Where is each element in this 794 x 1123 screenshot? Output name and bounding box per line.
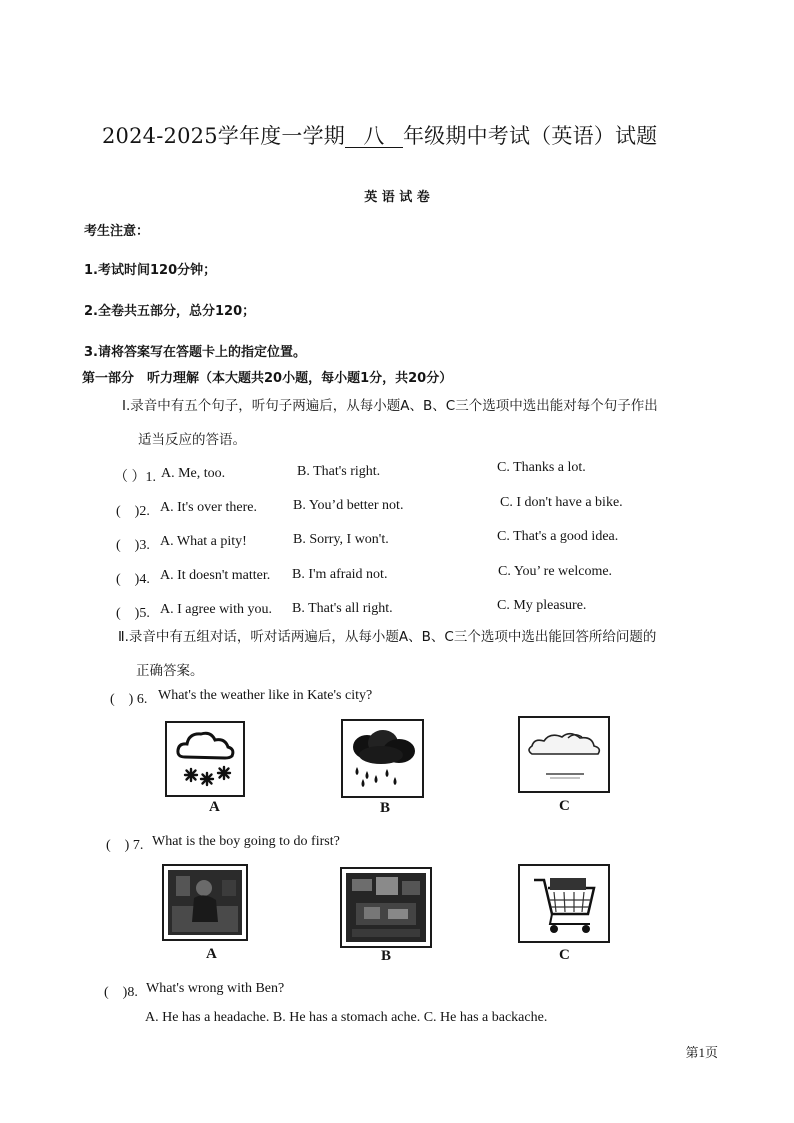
question-4-option-b: B. I'm afraid not. — [292, 567, 388, 582]
activity-photo-a-icon — [164, 866, 246, 939]
question-5-option-c: C. My pleasure. — [497, 598, 587, 613]
q6-picture-c-cloudy — [518, 716, 610, 793]
section2-instruction-line2: 正确答案。 — [136, 663, 204, 679]
question-5-prefix: ( )5. — [116, 606, 150, 621]
q7-label-a: A — [206, 946, 217, 962]
part1-heading: 第一部分 听力理解（本大题共20小题，每小题1分，共20分） — [82, 371, 453, 386]
question-2-prefix: ( )2. — [116, 504, 150, 519]
notes-heading: 考生注意： — [84, 224, 150, 239]
question-3-option-b: B. Sorry, I won't. — [293, 532, 389, 547]
question-8-prefix: ( )8. — [104, 985, 138, 1000]
question-1-option-b: B. That's right. — [297, 464, 381, 479]
title-prefix: 2024-2025学年度一学期 — [102, 124, 345, 148]
page-number: 第1页 — [685, 1045, 718, 1060]
section2-instruction-line1: Ⅱ.录音中有五组对话，听对话两遍后，从每小题A、B、C三个选项中选出能回答所给问题的 — [118, 629, 657, 645]
title-suffix: 年级期中考试（英语）试题 — [402, 124, 658, 148]
question-6-text: What's the weather like in Kate's city? — [158, 688, 373, 703]
question-2-option-b: B. You’d better not. — [293, 498, 404, 513]
note-item-1: 1.考试时间120分钟； — [84, 263, 217, 278]
question-4-option-c: C. You’ re welcome. — [498, 564, 613, 579]
q6-label-b: B — [380, 800, 391, 816]
question-7-text: What is the boy going to do first? — [152, 834, 340, 849]
question-2-option-a: A. It's over there. — [160, 500, 257, 515]
shopping-cart-icon — [520, 866, 608, 941]
grade-blank: 八 — [345, 125, 403, 148]
section1-instruction-line2: 适当反应的答语。 — [138, 432, 246, 448]
q6-label-a: A — [209, 799, 220, 815]
question-4-option-a: A. It doesn't matter. — [160, 568, 271, 583]
q7-picture-c-shopping-cart — [518, 864, 610, 943]
question-1-prefix: （ ）1. — [114, 470, 156, 485]
question-6-prefix: ( ) 6. — [110, 692, 148, 707]
q7-label-c: C — [559, 947, 570, 963]
question-3-option-a: A. What a pity! — [160, 534, 247, 549]
note-item-3: 3.请将答案写在答题卡上的指定位置。 — [84, 345, 306, 360]
section1-instruction-line1: Ⅰ.录音中有五个句子，听句子两遍后，从每小题A、B、C三个选项中选出能对每个句子作出 — [122, 398, 658, 414]
q6-picture-b-rain — [341, 719, 424, 798]
q7-picture-a — [162, 864, 248, 941]
question-4-prefix: ( )4. — [116, 572, 150, 587]
q6-label-c: C — [559, 798, 570, 814]
question-1-option-a: A. Me, too. — [161, 466, 226, 481]
note-item-2: 2.全卷共五部分，总分120； — [84, 304, 256, 319]
activity-photo-b-icon — [342, 869, 430, 946]
question-5-option-a: A. I agree with you. — [160, 602, 272, 617]
rain-cloud-icon — [343, 721, 422, 796]
exam-title — [102, 120, 657, 150]
question-7-prefix: ( ) 7. — [106, 838, 144, 853]
question-3-prefix: ( )3. — [116, 538, 150, 553]
question-8-options: A. He has a headache. B. He has a stomach ache. C. He has a backache. — [145, 1010, 548, 1025]
paper-subtitle: 英 语 试 卷 — [364, 190, 430, 205]
snow-icon — [167, 723, 243, 795]
question-1-option-c: C. Thanks a lot. — [497, 460, 586, 475]
question-2-option-c: C. I don't have a bike. — [500, 495, 623, 510]
question-5-option-b: B. That's all right. — [292, 601, 393, 616]
question-8-text: What's wrong with Ben? — [146, 981, 285, 996]
question-3-option-c: C. That's a good idea. — [497, 529, 619, 544]
q6-picture-a-snow — [165, 721, 245, 797]
cloudy-icon — [520, 718, 608, 791]
q7-label-b: B — [381, 948, 392, 964]
q7-picture-b — [340, 867, 432, 948]
